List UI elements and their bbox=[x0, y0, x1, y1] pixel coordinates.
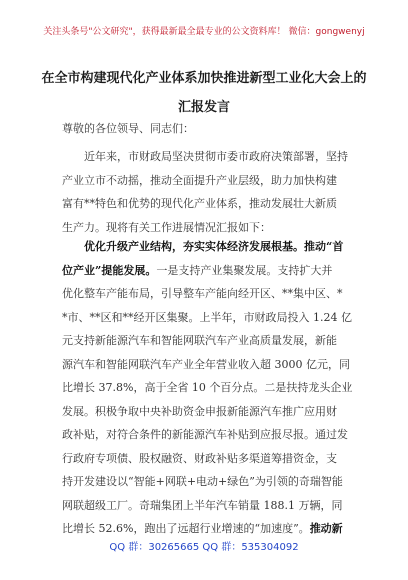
paragraph-line: 富有**特色和优势的现代化产业体系，推动发展壮大新质 bbox=[62, 197, 337, 210]
section-heading-line: 优化升级产业结构，夯实实体经济发展根基。推动“首 bbox=[84, 240, 344, 253]
greeting: 尊敬的各位领导、同志们： bbox=[62, 122, 194, 135]
paragraph-text: 比增长 52.6%，跑出了远超行业增速的“加速度”。 bbox=[62, 522, 310, 535]
paragraph-line: 行政府专项债、股权融资、财政补贴多渠道筹措资金，支 bbox=[62, 451, 337, 465]
paragraph-line: 近年来，市财政局坚决贯彻市委市政府决策部署，坚持 bbox=[84, 150, 348, 163]
paragraph-line: 源汽车和智能网联汽车产业全年营业收入超 3000 亿元，同 bbox=[62, 357, 350, 371]
paragraph-line: *市、**区和**经开区集聚。上半年，市财政局投入 1.24 亿 bbox=[62, 310, 352, 324]
paragraph-line: 优化整车产能布局，引导整车产能向经开区、**集中区、* bbox=[62, 287, 343, 300]
paragraph-line: 元支持新能源汽车和智能网联汽车产业高质量发展，新能 bbox=[62, 334, 337, 347]
paragraph-line: 政补贴，对符合条件的新能源汽车补贴到应报尽报。通过发 bbox=[62, 428, 348, 441]
paragraph-industry bbox=[62, 235, 364, 541]
header-banner: 关注头条号"公文研究"，获得最新最全最专业的公文资料库！ 微信：gongwenyj bbox=[43, 27, 365, 37]
paragraph-line: 持开发建设以“智能+网联+电动+绿色”为引领的奇瑞智能 bbox=[62, 475, 343, 488]
section-heading-continued: 推动新 bbox=[309, 522, 343, 535]
footer-qq-groups: QQ 群：30265665 QQ 群：535304092 bbox=[109, 542, 299, 553]
paragraph-text: 一是支持产业集聚发展。支持扩大并 bbox=[156, 263, 333, 277]
section-subheading: 位产业”提能发展。 bbox=[62, 263, 157, 277]
paragraph-intro bbox=[62, 145, 364, 239]
paragraph-line bbox=[62, 259, 364, 283]
document-title-line-1: 在全市构建现代化产业体系加快推进新型工业化大会上的 bbox=[41, 71, 367, 86]
paragraph-line: 生产力。现将有关工作进展情况汇报如下： bbox=[62, 220, 271, 234]
paragraph-line: 产业立市不动摇，推动全面提升产业层级，助力加快构建 bbox=[62, 173, 337, 187]
document-title-line-2: 汇报发言 bbox=[177, 100, 230, 115]
paragraph-line: 发展。积极争取中央补助资金申报新能源汽车推广应用财 bbox=[62, 404, 337, 418]
paragraph-line bbox=[62, 517, 364, 541]
paragraph-line: 网联超级工厂。奇瑞集团上半年汽车销量 188.1 万辆，同 bbox=[62, 498, 343, 512]
paragraph-line: 比增长 37.8%，高于全省 10 个百分点。二是扶持龙头企业 bbox=[62, 381, 353, 394]
